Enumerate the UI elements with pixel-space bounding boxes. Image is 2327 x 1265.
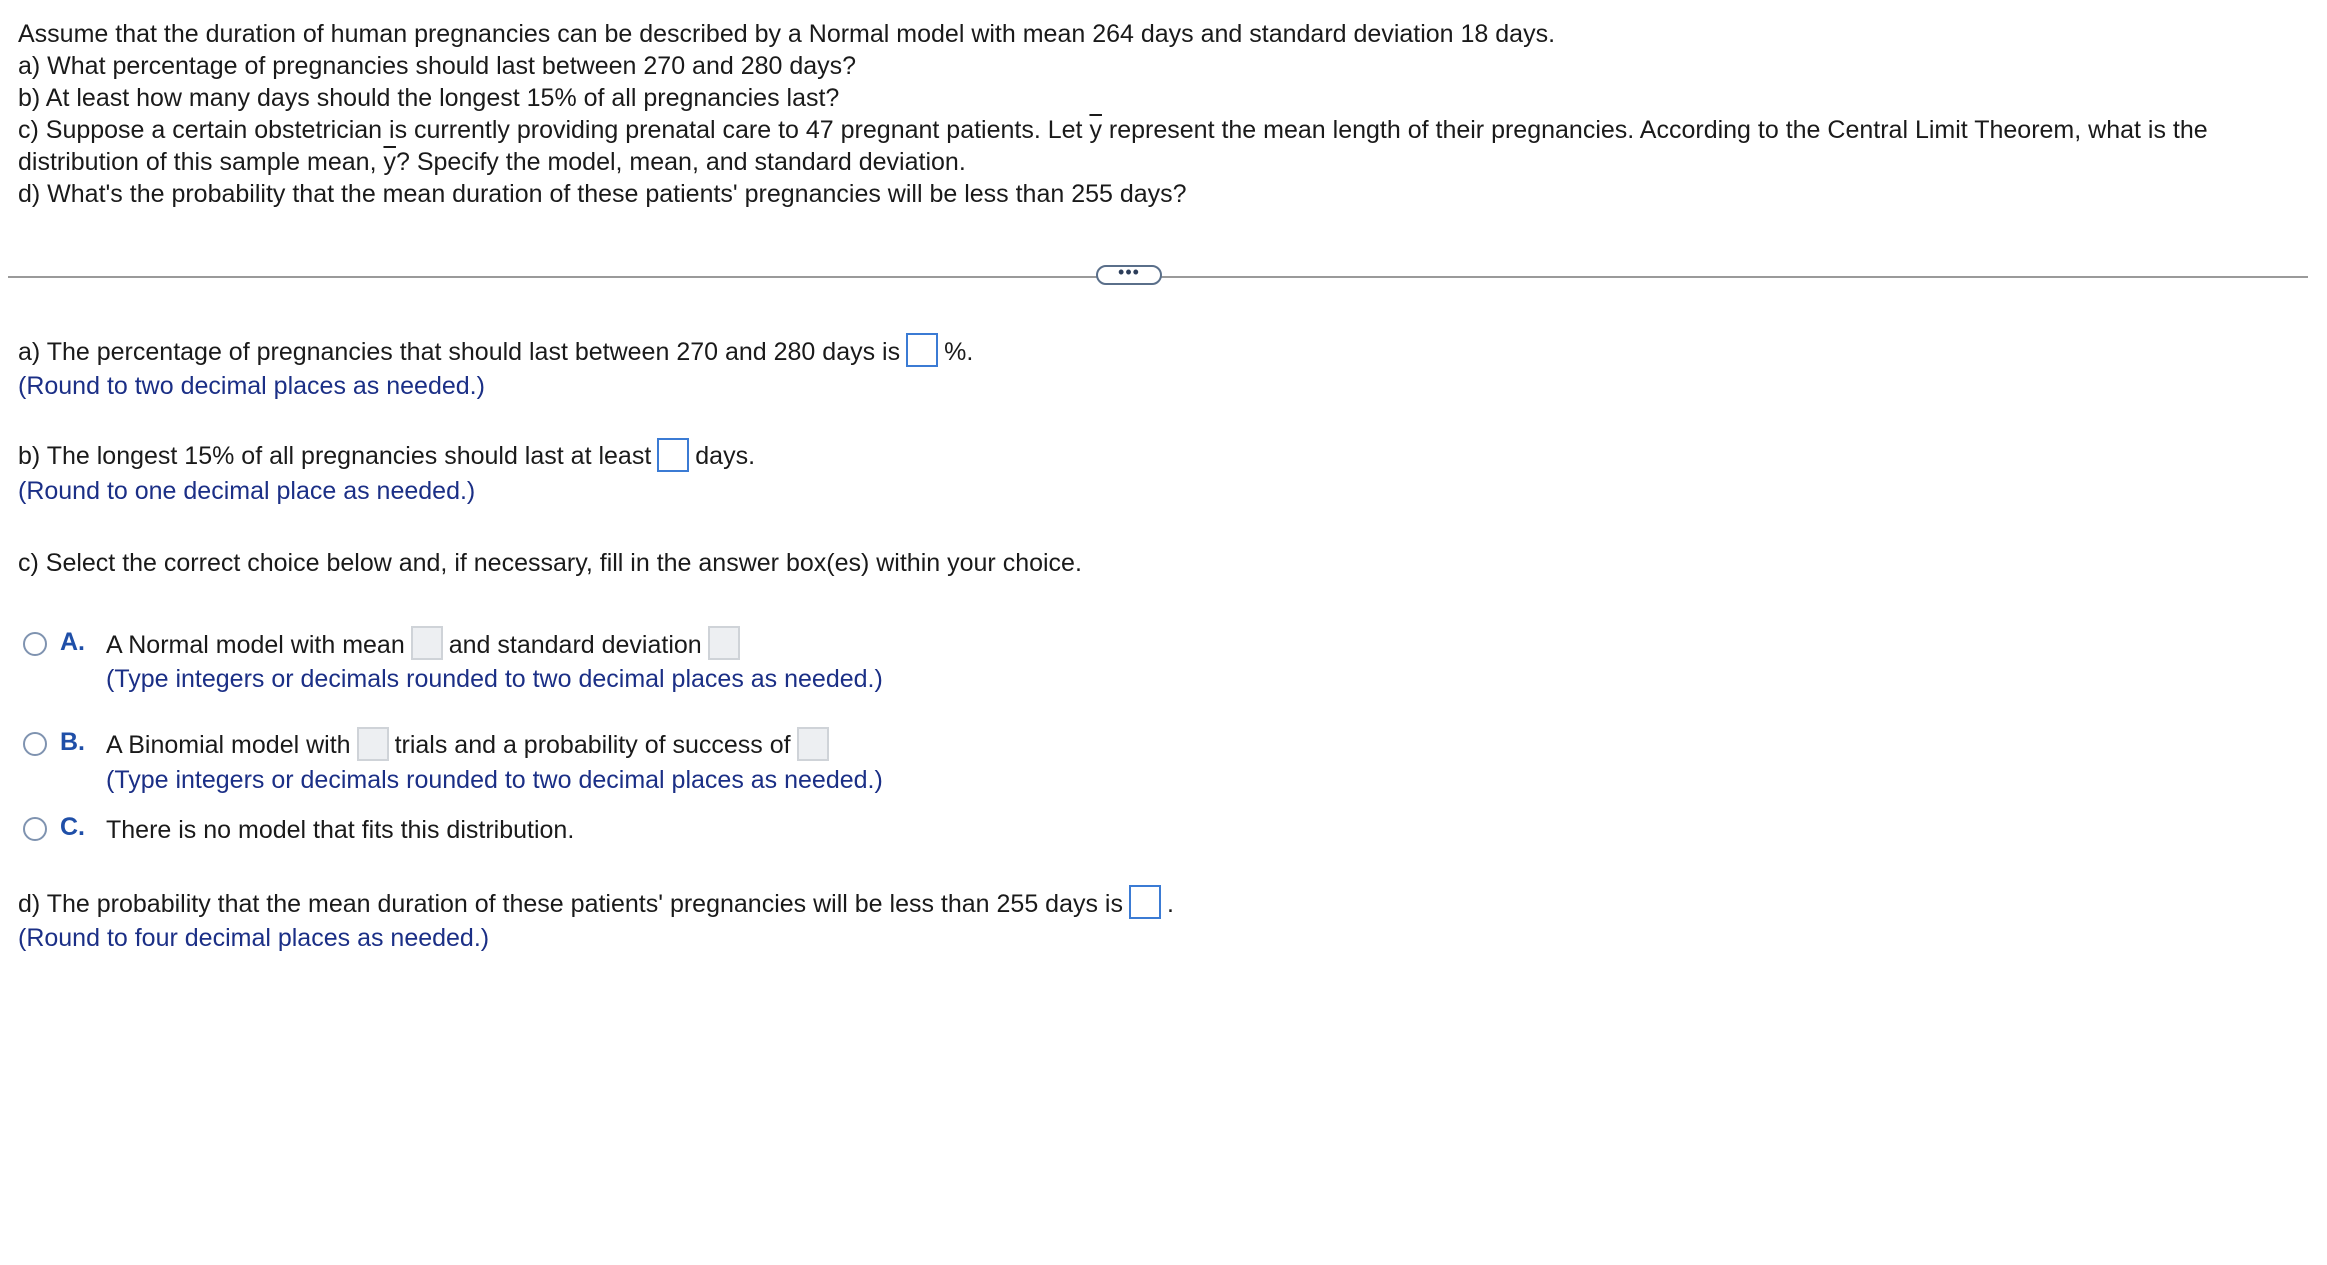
question-part-a: a) What percentage of pregnancies should last between 270 and 280 days? (18, 52, 857, 80)
question-part-c-text-2: represent the mean length of their pregnancies. According to the Central Limit Theorem, what is the distribution of this sample mean, (18, 116, 2208, 176)
answer-b-text: b) The longest 15% of all pregnancies should last at least (18, 442, 652, 471)
choice-c[interactable] (18, 814, 2298, 846)
more-options-button[interactable]: ••• (1096, 265, 1162, 285)
answer-block-d (18, 888, 2298, 954)
question-text (18, 18, 2298, 210)
choice-c-radio[interactable] (23, 817, 47, 841)
answer-b-suffix: days. (695, 442, 756, 471)
choice-b-probability-input[interactable] (797, 727, 829, 761)
choice-c-letter: C. (60, 812, 85, 841)
choice-a-sd-input[interactable] (708, 626, 740, 660)
answer-block-b (18, 440, 2298, 506)
answer-d-line (18, 888, 2298, 922)
answers-area (18, 336, 2298, 954)
answer-block-a (18, 336, 2298, 402)
choice-b-text-2: trials and a probability of success of (394, 731, 791, 760)
answer-a-suffix: %. (944, 338, 974, 366)
answer-block-c (18, 547, 2298, 846)
choice-c-text-1: There is no model that fits this distribution. (106, 815, 575, 844)
answer-b-hint: (Round to one decimal place as needed.) (18, 476, 476, 505)
answer-a-line (18, 336, 2298, 370)
y-bar-symbol: $\overline{y}$ (1089, 116, 1102, 144)
question-part-d: d) What's the probability that the mean duration of these patients' pregnancies will be less than 255 days? (18, 180, 1187, 208)
answer-d-input[interactable] (1129, 885, 1161, 919)
section-divider (8, 262, 2308, 289)
answer-b-line (18, 440, 2298, 474)
answer-a-text: a) The percentage of pregnancies that should last between 270 and 280 days is (18, 338, 901, 366)
choice-a-radio[interactable] (23, 632, 47, 656)
question-part-c-text-3: ? Specify the model, mean, and standard deviation. (395, 148, 966, 176)
choice-b-radio[interactable] (23, 732, 47, 756)
choice-a[interactable] (18, 629, 2298, 695)
question-part-c (18, 114, 2298, 178)
choice-a-line (106, 629, 2298, 663)
choice-b-letter: B. (60, 728, 85, 757)
choice-b-trials-input[interactable] (357, 727, 389, 761)
choice-b-hint: (Type integers or decimals rounded to two decimal places as needed.) (106, 765, 883, 794)
answer-d-suffix: . (1166, 889, 1174, 918)
answer-d-hint: (Round to four decimal places as needed.) (18, 923, 490, 952)
question-part-b: b) At least how many days should the longest 15% of all pregnancies last? (18, 84, 840, 112)
choice-a-text-2: and standard deviation (448, 630, 702, 659)
choice-b-text-1: A Binomial model with (106, 731, 351, 760)
choice-c-line (106, 814, 2298, 846)
choice-a-text-1: A Normal model with mean (106, 630, 405, 659)
answer-a-hint: (Round to two decimal places as needed.) (18, 372, 485, 401)
y-bar-symbol-2: $\overline{y}$ (383, 148, 396, 176)
question-intro: Assume that the duration of human pregnancies can be described by a Normal model with mean 264 days and standard deviation 18 days. (18, 20, 1556, 48)
answer-a-input[interactable] (906, 333, 938, 367)
answer-b-input[interactable] (657, 438, 689, 472)
choice-a-hint: (Type integers or decimals rounded to two decimal places as needed.) (106, 665, 883, 694)
question-part-c-text-1: c) Suppose a certain obstetrician is currently providing prenatal care to 47 pregnant patients. Let (18, 116, 1090, 144)
answer-d-text: d) The probability that the mean duration of these patients' pregnancies will be less than 255 days is (18, 889, 1123, 918)
choice-b-line (106, 729, 2298, 763)
choice-b[interactable] (18, 729, 2298, 795)
choice-a-letter: A. (60, 627, 85, 656)
answer-c-prompt: c) Select the correct choice below and, if necessary, fill in the answer box(es) within your choice. (18, 548, 1082, 577)
choice-a-mean-input[interactable] (411, 626, 443, 660)
